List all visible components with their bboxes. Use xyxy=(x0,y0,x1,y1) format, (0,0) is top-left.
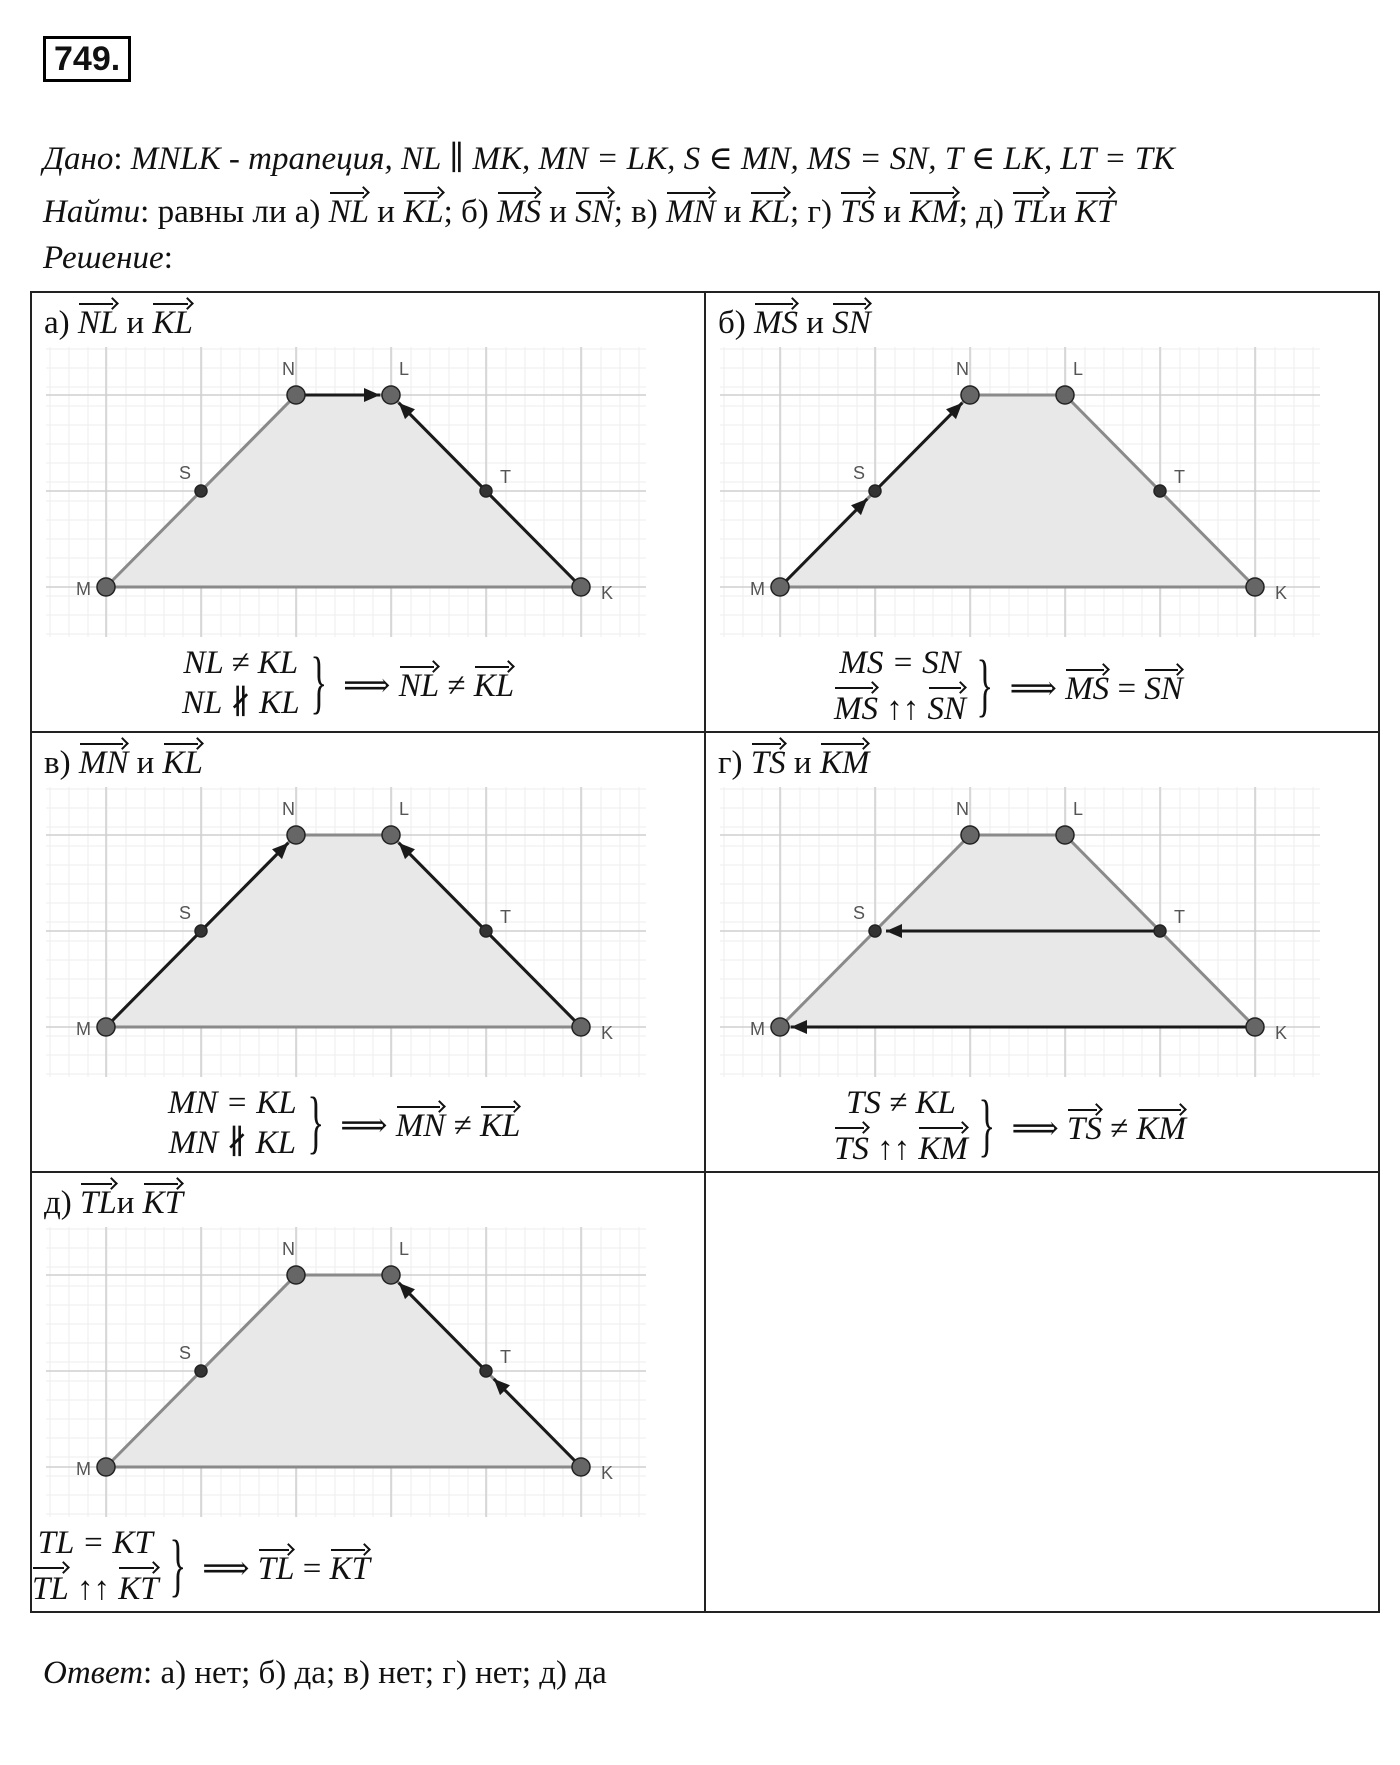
vector-label: TS xyxy=(751,739,786,782)
point-K xyxy=(572,1018,590,1036)
point-L xyxy=(1056,386,1074,404)
implies-sign: ⟹ xyxy=(340,1107,396,1144)
find-vector: KL xyxy=(403,188,443,231)
vector-label: KL xyxy=(474,662,514,705)
vector-label: KL xyxy=(480,1102,520,1145)
vector-label: MS xyxy=(1065,665,1109,708)
implies-sign: ⟹ xyxy=(1009,670,1066,707)
point-M xyxy=(771,1018,789,1036)
point-L xyxy=(382,386,400,404)
point-S xyxy=(195,925,207,937)
point-L xyxy=(382,1266,400,1284)
condition-2: MN ∦ KL xyxy=(168,1125,296,1161)
point-K xyxy=(1246,578,1264,596)
vector-label: NL xyxy=(399,662,439,705)
condition-1: MS = SN xyxy=(839,645,961,681)
cell-letter: в) xyxy=(44,745,79,781)
cell-title: г) TS и KM xyxy=(718,739,869,782)
point-label-L: L xyxy=(399,359,410,379)
point-label-K: K xyxy=(601,1023,614,1043)
vector-label: TL xyxy=(32,1563,69,1609)
vector-label: TS xyxy=(1067,1105,1102,1148)
find-vector: MN xyxy=(666,188,716,231)
point-label-K: K xyxy=(601,1463,614,1483)
point-T xyxy=(480,1365,492,1377)
condition-2: MS ↑↑ SN xyxy=(834,683,966,729)
point-label-S: S xyxy=(853,903,866,923)
answer-text: а) нет; б) да; в) нет; г) нет; д) да xyxy=(160,1655,607,1691)
conditions xyxy=(182,643,300,723)
cell-letter: г) xyxy=(718,745,751,781)
result: ⟹ MS = SN xyxy=(1010,665,1183,708)
point-label-T: T xyxy=(1174,907,1185,927)
conditions xyxy=(32,1523,159,1609)
solution-line: Решение: xyxy=(43,240,173,276)
cell-letter: д) xyxy=(44,1185,81,1221)
vector-label: KT xyxy=(143,1179,183,1222)
point-M xyxy=(97,1458,115,1476)
point-label-K: K xyxy=(1275,583,1288,603)
vector-label: SN xyxy=(928,683,967,729)
point-label-N: N xyxy=(956,359,969,379)
find-prefix: равны ли а) xyxy=(157,194,329,230)
vector-label: KM xyxy=(918,1123,968,1169)
implies-sign: ⟹ xyxy=(1011,1110,1068,1147)
vector-label: MN xyxy=(79,739,129,782)
cell-c xyxy=(31,732,705,1172)
find-vector: KM xyxy=(909,188,959,231)
point-N xyxy=(287,386,305,404)
point-label-K: K xyxy=(1275,1023,1288,1043)
implies-sign: ⟹ xyxy=(202,1550,258,1587)
point-label-S: S xyxy=(853,463,866,483)
conditions xyxy=(834,643,966,729)
point-L xyxy=(1056,826,1074,844)
point-T xyxy=(1154,485,1166,497)
solution-label: Решение xyxy=(43,240,164,276)
find-vector: TL xyxy=(1012,188,1049,231)
condition-1: TL = KT xyxy=(37,1525,153,1561)
brace: } xyxy=(976,647,994,724)
point-L xyxy=(382,826,400,844)
derivation xyxy=(168,1083,520,1163)
point-label-S: S xyxy=(179,1343,192,1363)
brace: } xyxy=(307,1084,324,1161)
point-N xyxy=(287,1266,305,1284)
point-label-M: M xyxy=(76,1019,91,1039)
cell-title: б) MS и SN xyxy=(718,299,871,342)
point-label-K: K xyxy=(601,583,614,603)
point-label-L: L xyxy=(399,1239,410,1259)
cell-a xyxy=(31,292,705,732)
brace: } xyxy=(168,1527,186,1604)
point-label-T: T xyxy=(500,467,511,487)
vector-label: KM xyxy=(1137,1105,1187,1148)
find-vector: TS xyxy=(840,188,875,231)
cell-b xyxy=(705,292,1379,732)
cell-d xyxy=(705,732,1379,1172)
point-label-T: T xyxy=(500,1347,511,1367)
implies-sign: ⟹ xyxy=(343,667,399,704)
point-T xyxy=(1154,925,1166,937)
point-M xyxy=(771,578,789,596)
point-label-L: L xyxy=(399,799,410,819)
derivation xyxy=(32,1523,370,1609)
vector-label: TS xyxy=(834,1123,869,1169)
point-label-T: T xyxy=(1174,467,1185,487)
point-label-S: S xyxy=(179,463,192,483)
point-M xyxy=(97,578,115,596)
solution-table xyxy=(30,291,1380,1613)
point-S xyxy=(195,485,207,497)
result: ⟹ TL = KT xyxy=(202,1545,370,1588)
point-label-S: S xyxy=(179,903,192,923)
find-label: Найти xyxy=(43,194,141,230)
find-vector: SN xyxy=(575,188,614,231)
vector-label: TL xyxy=(80,1179,117,1222)
given-label: Дано xyxy=(43,141,114,177)
point-T xyxy=(480,925,492,937)
point-K xyxy=(572,1458,590,1476)
vector-label: KT xyxy=(330,1545,370,1588)
vector-label: SN xyxy=(1144,665,1183,708)
find-vector: KT xyxy=(1075,188,1115,231)
point-S xyxy=(195,1365,207,1377)
point-K xyxy=(1246,1018,1264,1036)
condition-2: TL ↑↑ KT xyxy=(32,1563,159,1609)
point-label-N: N xyxy=(282,1239,295,1259)
trapezoid-diagram xyxy=(46,347,646,637)
condition-1: MN = KL xyxy=(168,1085,297,1121)
derivation xyxy=(834,1083,1186,1169)
point-label-N: N xyxy=(956,799,969,819)
find-vector: MS xyxy=(497,188,541,231)
derivation xyxy=(834,643,1183,729)
trapezoid-diagram xyxy=(46,1227,646,1517)
cell-empty xyxy=(705,1172,1379,1612)
result: ⟹ NL ≠ KL xyxy=(343,662,514,705)
point-label-M: M xyxy=(750,1019,765,1039)
conditions xyxy=(168,1083,297,1163)
vector-label: MS xyxy=(754,299,798,342)
vector-label: KL xyxy=(163,739,203,782)
vector-label: KM xyxy=(820,739,870,782)
point-K xyxy=(572,578,590,596)
trapezoid-diagram xyxy=(46,787,646,1077)
point-M xyxy=(97,1018,115,1036)
point-label-L: L xyxy=(1073,799,1084,819)
vector-label: MS xyxy=(834,683,878,729)
point-label-T: T xyxy=(500,907,511,927)
vector-label: KL xyxy=(152,299,192,342)
brace: } xyxy=(978,1087,996,1164)
conditions xyxy=(834,1083,968,1169)
vector-label: TL xyxy=(258,1545,295,1588)
vector-label: MN xyxy=(396,1102,446,1145)
point-label-N: N xyxy=(282,799,295,819)
point-N xyxy=(287,826,305,844)
point-label-M: M xyxy=(76,579,91,599)
trapezoid-diagram xyxy=(720,787,1320,1077)
trapezoid-diagram xyxy=(720,347,1320,637)
cell-title: в) MN и KL xyxy=(44,739,203,782)
find-vector: NL xyxy=(329,188,369,231)
condition-2: NL ∦ KL xyxy=(182,685,300,721)
vector-label: SN xyxy=(832,299,871,342)
point-S xyxy=(869,485,881,497)
point-label-M: M xyxy=(750,579,765,599)
result: ⟹ MN ≠ KL xyxy=(340,1102,520,1145)
find-vector: KL xyxy=(750,188,790,231)
result: ⟹ TS ≠ KM xyxy=(1011,1105,1186,1148)
point-label-M: M xyxy=(76,1459,91,1479)
vector-label: NL xyxy=(78,299,118,342)
point-T xyxy=(480,485,492,497)
given-text: MNLK - трапеция, NL ∥ MK, MN = LK, S ∈ MN, MS = SN, T ∈ LK, LT = TK xyxy=(130,141,1175,177)
point-label-N: N xyxy=(282,359,295,379)
find-line: Найти: равны ли а) NL и KL; б) MS и SN; в) MN и KL; г) TS и KM; д) TLи KT xyxy=(43,188,1115,231)
derivation xyxy=(182,643,514,723)
brace: } xyxy=(309,644,327,721)
answer-line: Ответ: а) нет; б) да; в) нет; г) нет; д) да xyxy=(43,1655,607,1691)
vector-label: KT xyxy=(118,1563,158,1609)
problem-number: 749. xyxy=(43,36,131,82)
point-N xyxy=(961,386,979,404)
cell-e xyxy=(31,1172,705,1612)
cell-title: д) TLи KT xyxy=(44,1179,183,1222)
cell-letter: а) xyxy=(44,305,78,341)
point-N xyxy=(961,826,979,844)
given-line: Дано: MNLK - трапеция, NL ∥ MK, MN = LK, S ∈ MN, MS = SN, T ∈ LK, LT = TK xyxy=(43,141,1175,177)
condition-1: NL ≠ KL xyxy=(183,645,299,681)
condition-2: TS ↑↑ KM xyxy=(834,1123,968,1169)
cell-title: а) NL и KL xyxy=(44,299,193,342)
point-S xyxy=(869,925,881,937)
answer-label: Ответ xyxy=(43,1655,144,1691)
cell-letter: б) xyxy=(718,305,755,341)
point-label-L: L xyxy=(1073,359,1084,379)
condition-1: TS ≠ KL xyxy=(846,1085,956,1121)
